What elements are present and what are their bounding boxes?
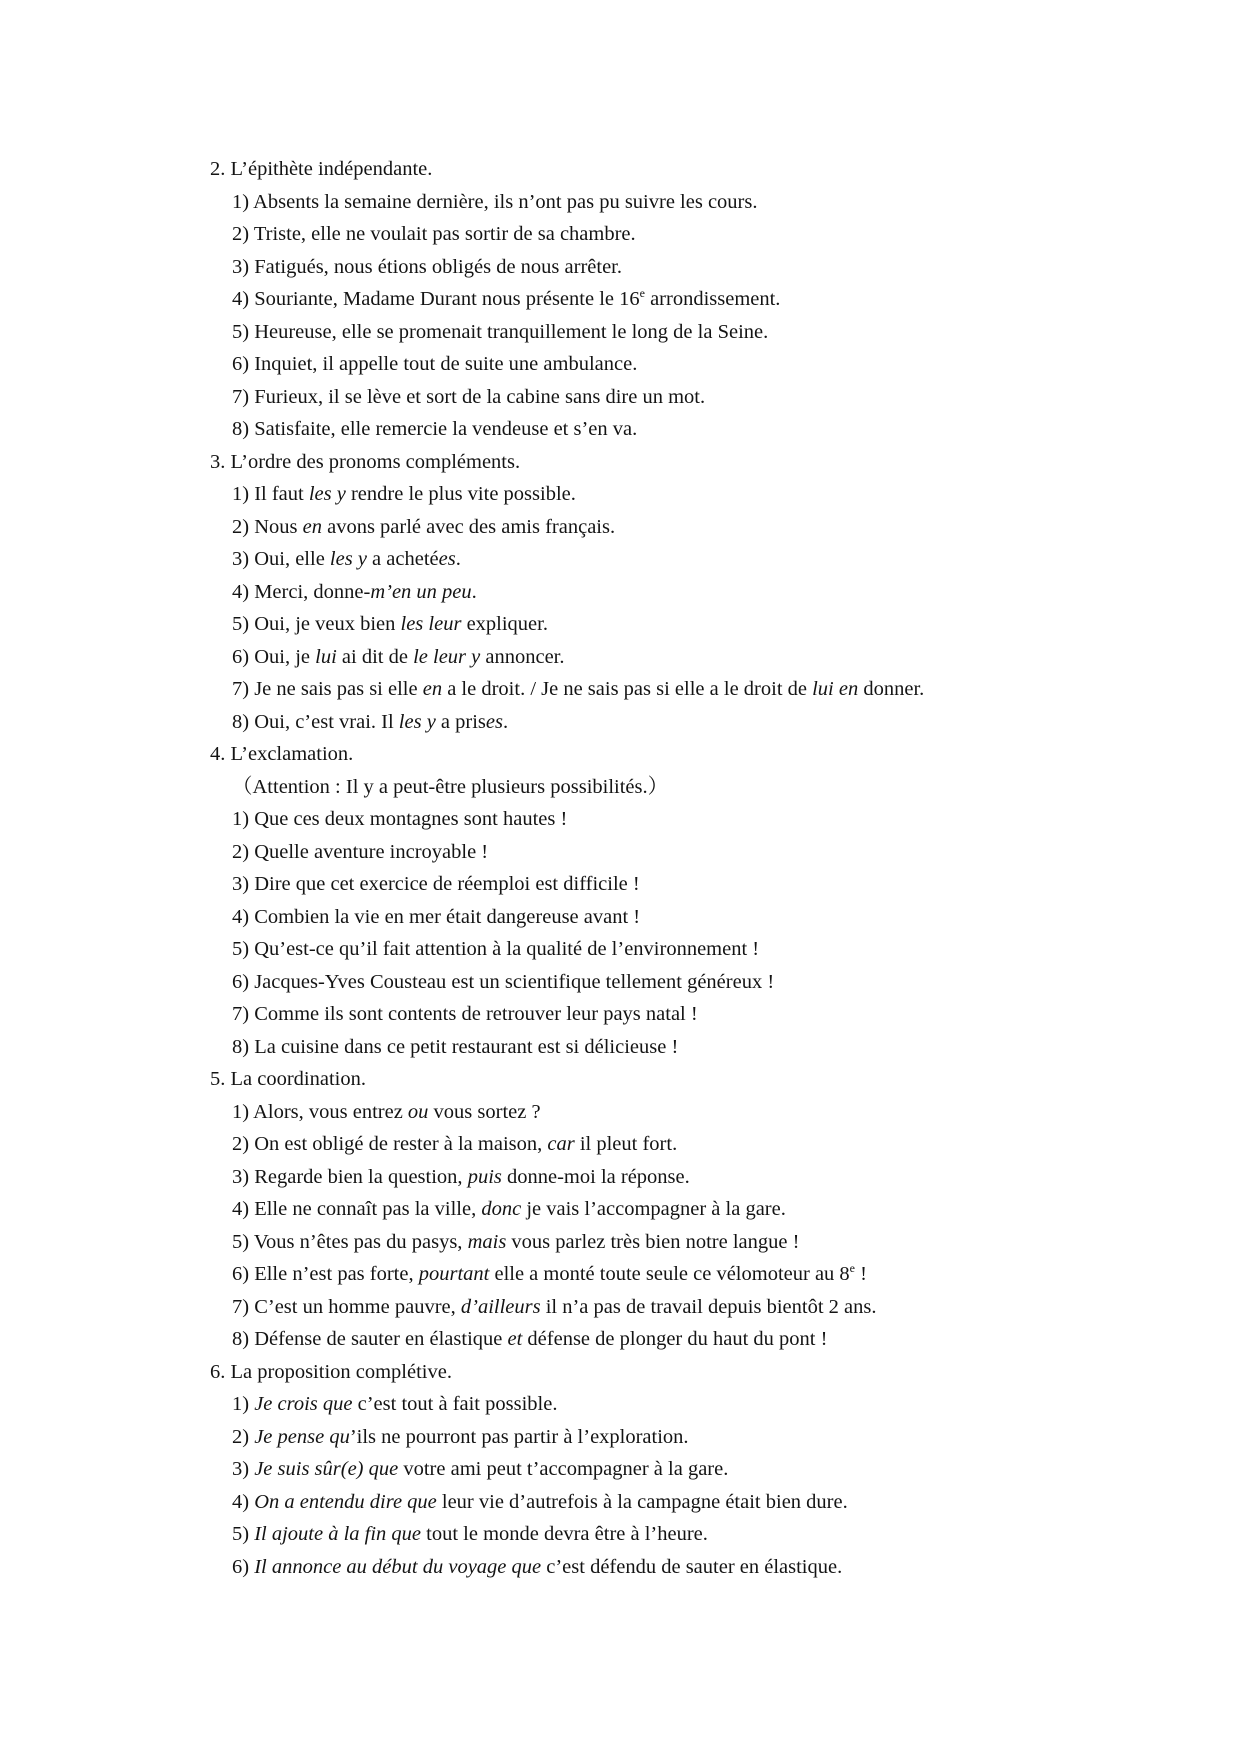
- text-segment: 6): [232, 1555, 255, 1578]
- italic-text: Je pense qu: [254, 1425, 350, 1448]
- text-segment: 3) Dire que cet exercice de réemploi est difficile !: [232, 873, 640, 895]
- italic-text: Je crois que: [254, 1393, 353, 1415]
- text-segment: 8) Oui, c’est vrai. Il: [232, 710, 399, 733]
- italic-text: le leur y: [413, 645, 481, 668]
- section-heading: 3. L’ordre des pronoms compléments.: [210, 450, 521, 473]
- text-segment: 7) Je ne sais pas si elle: [232, 678, 423, 700]
- answer-item: [210, 1258, 1210, 1291]
- text-segment: il n’a pas de travail depuis bientôt 2 ans.: [540, 1295, 877, 1318]
- answer-item: [210, 1518, 1210, 1551]
- text-segment: annoncer.: [480, 645, 565, 668]
- text-segment: 7) Comme ils sont contents de retrouver leur pays natal !: [232, 1003, 698, 1025]
- italic-text: Il annonce au début du voyage que: [254, 1555, 542, 1578]
- text-segment: 3) Fatigués, nous étions obligés de nous arrêter.: [232, 255, 623, 278]
- text-segment: je vais l’accompagner à la gare.: [521, 1198, 786, 1220]
- text-segment: 2) On est obligé de rester à la maison,: [232, 1133, 548, 1155]
- text-segment: 4) Souriante, Madame Durant nous présente le 16: [232, 288, 640, 310]
- text-segment: 5) Oui, je veux bien: [232, 613, 401, 635]
- answer-item: [210, 543, 1210, 576]
- text-segment: 7) Furieux, il se lève et sort de la cabine sans dire un mot.: [232, 385, 706, 408]
- answer-item: [210, 803, 1210, 836]
- text-segment: 6) Inquiet, il appelle tout de suite une ambulance.: [232, 353, 638, 375]
- answer-item: [210, 1421, 1210, 1454]
- answer-item: [210, 1323, 1210, 1356]
- text-segment: 2) Triste, elle ne voulait pas sortir de sa chambre.: [232, 223, 636, 245]
- section-heading: 2. L’épithète indépendante.: [210, 158, 433, 180]
- text-segment: 3) Regarde bien la question,: [232, 1165, 468, 1188]
- text-segment: donne-moi la réponse.: [501, 1165, 690, 1188]
- text-segment: votre ami peut t’accompagner à la gare.: [398, 1458, 729, 1480]
- answer-item: [210, 316, 1210, 349]
- italic-text: mais: [467, 1230, 507, 1253]
- text-segment: 1) Alors, vous entrez: [232, 1100, 408, 1123]
- italic-text: es: [485, 710, 503, 733]
- answer-item: [210, 836, 1210, 869]
- answer-item: [210, 966, 1210, 999]
- answer-item: [210, 933, 1210, 966]
- answer-item: [210, 1161, 1210, 1194]
- answer-item: [210, 1486, 1210, 1519]
- text-segment: .: [455, 548, 461, 570]
- text-segment: 1) Il faut: [232, 483, 309, 505]
- text-segment: expliquer.: [461, 613, 548, 635]
- answer-item: [210, 251, 1210, 284]
- italic-text: pourtant: [418, 1263, 490, 1285]
- text-segment: leur vie d’autrefois à la campagne était bien dure.: [436, 1490, 848, 1513]
- text-segment: 5) Heureuse, elle se promenait tranquillement le long de la Seine.: [232, 320, 769, 343]
- superscript: e: [639, 286, 645, 300]
- italic-text: On a entendu dire que: [254, 1490, 437, 1513]
- text-segment: 7) C’est un homme pauvre,: [232, 1295, 461, 1318]
- italic-text: les y: [398, 710, 436, 733]
- text-segment: 2) Quelle aventure incroyable !: [232, 840, 489, 863]
- text-segment: ’ils ne pourront pas partir à l’exploration.: [349, 1425, 689, 1448]
- italic-text: m’en un peu: [370, 580, 472, 603]
- text-segment: rendre le plus vite possible.: [345, 483, 576, 505]
- italic-text: donc: [481, 1198, 522, 1220]
- text-segment: a le droit. / Je ne sais pas si elle a le droit de: [442, 678, 813, 700]
- text-segment: 5): [232, 1523, 255, 1545]
- answer-item: [210, 218, 1210, 251]
- italic-text: et: [507, 1328, 523, 1350]
- text-segment: vous sortez ?: [428, 1100, 541, 1123]
- text-segment: donner.: [858, 678, 925, 700]
- text-segment: tout le monde devra être à l’heure.: [421, 1523, 708, 1545]
- superscript: e: [849, 1261, 855, 1275]
- answer-item: [210, 1551, 1210, 1584]
- text-segment: 5) Qu’est-ce qu’il fait attention à la qualité de l’environnement !: [232, 938, 760, 960]
- answer-item: [210, 478, 1210, 511]
- italic-text: en: [422, 678, 443, 700]
- text-segment: 6) Elle n’est pas forte,: [232, 1263, 419, 1285]
- italic-text: car: [547, 1133, 575, 1155]
- text-segment: 8) Satisfaite, elle remercie la vendeuse et s’en va.: [232, 418, 638, 440]
- text-segment: a acheté: [366, 548, 439, 570]
- text-segment: vous parlez très bien notre langue !: [506, 1230, 800, 1253]
- text-segment: 1): [232, 1393, 255, 1415]
- answer-item: [210, 511, 1210, 544]
- italic-text: lui: [315, 645, 337, 668]
- text-segment: c’est tout à fait possible.: [352, 1393, 558, 1415]
- answer-item: [210, 608, 1210, 641]
- answer-item: [210, 348, 1210, 381]
- section-heading: 4. L’exclamation.: [210, 743, 354, 765]
- text-segment: （Attention : Il y a peut-être plusieurs possibilités.）: [232, 775, 669, 798]
- text-segment: elle a monté toute seule ce vélomoteur au 8: [489, 1263, 850, 1285]
- italic-text: les y: [308, 483, 346, 505]
- italic-text: en: [302, 515, 322, 538]
- italic-text: les leur: [400, 613, 462, 635]
- italic-text: ou: [407, 1100, 429, 1123]
- answer-item: [210, 1031, 1210, 1064]
- answer-item: [210, 901, 1210, 934]
- italic-text: puis: [467, 1165, 502, 1188]
- answer-item: [210, 576, 1210, 609]
- answer-key: [210, 153, 1210, 1583]
- answer-item: [210, 186, 1210, 219]
- answer-item: [210, 868, 1210, 901]
- text-segment: 6) Oui, je: [232, 645, 316, 668]
- italic-text: les y: [329, 548, 367, 570]
- text-segment: 4): [232, 1490, 255, 1513]
- answer-item: [210, 641, 1210, 674]
- text-segment: défense de plonger du haut du pont !: [522, 1328, 828, 1350]
- text-segment: .: [471, 580, 477, 603]
- text-segment: .: [502, 710, 509, 733]
- answer-item: [210, 706, 1210, 739]
- answer-item: [210, 1193, 1210, 1226]
- text-segment: 4) Merci, donne-: [232, 580, 371, 603]
- italic-text: es: [438, 548, 456, 570]
- answer-item: [210, 771, 1210, 804]
- text-segment: 5) Vous n’êtes pas du pasys,: [232, 1230, 468, 1253]
- text-segment: 1) Que ces deux montagnes sont hautes !: [232, 808, 568, 830]
- text-segment: 3): [232, 1458, 255, 1480]
- answer-item: [210, 413, 1210, 446]
- text-segment: 8) La cuisine dans ce petit restaurant est si délicieuse !: [232, 1035, 679, 1058]
- text-segment: 8) Défense de sauter en élastique: [232, 1328, 508, 1350]
- italic-text: Il ajoute à la fin que: [254, 1523, 422, 1545]
- answer-item: [210, 1128, 1210, 1161]
- text-segment: 3) Oui, elle: [232, 548, 330, 570]
- text-segment: ai dit de: [336, 645, 414, 668]
- text-segment: avons parlé avec des amis français.: [321, 515, 616, 538]
- answer-item: [210, 1291, 1210, 1324]
- answer-item: [210, 1096, 1210, 1129]
- text-segment: arrondissement.: [644, 288, 781, 310]
- section-heading: 5. La coordination.: [210, 1068, 366, 1090]
- answer-item: [210, 1388, 1210, 1421]
- text-segment: il pleut fort.: [574, 1133, 678, 1155]
- answer-item: [210, 998, 1210, 1031]
- text-segment: 4) Elle ne connaît pas la ville,: [232, 1198, 482, 1220]
- text-segment: 6) Jacques-Yves Cousteau est un scientifique tellement généreux !: [232, 970, 775, 993]
- text-segment: 2) Nous: [232, 515, 303, 538]
- answer-item: [210, 283, 1210, 316]
- text-segment: 2): [232, 1425, 255, 1448]
- section-heading: 6. La proposition complétive.: [210, 1360, 452, 1383]
- answer-item: [210, 673, 1210, 706]
- text-segment: c’est défendu de sauter en élastique.: [541, 1555, 843, 1578]
- italic-text: d’ailleurs: [460, 1295, 541, 1318]
- italic-text: lui en: [812, 678, 859, 700]
- text-segment: a pris: [435, 710, 486, 733]
- text-segment: 1) Absents la semaine dernière, ils n’ont pas pu suivre les cours.: [232, 190, 758, 213]
- answer-item: [210, 1226, 1210, 1259]
- answer-item: [210, 381, 1210, 414]
- answer-item: [210, 1453, 1210, 1486]
- italic-text: Je suis sûr(e) que: [254, 1458, 399, 1480]
- text-segment: !: [855, 1263, 867, 1285]
- text-segment: 4) Combien la vie en mer était dangereuse avant !: [232, 905, 641, 928]
